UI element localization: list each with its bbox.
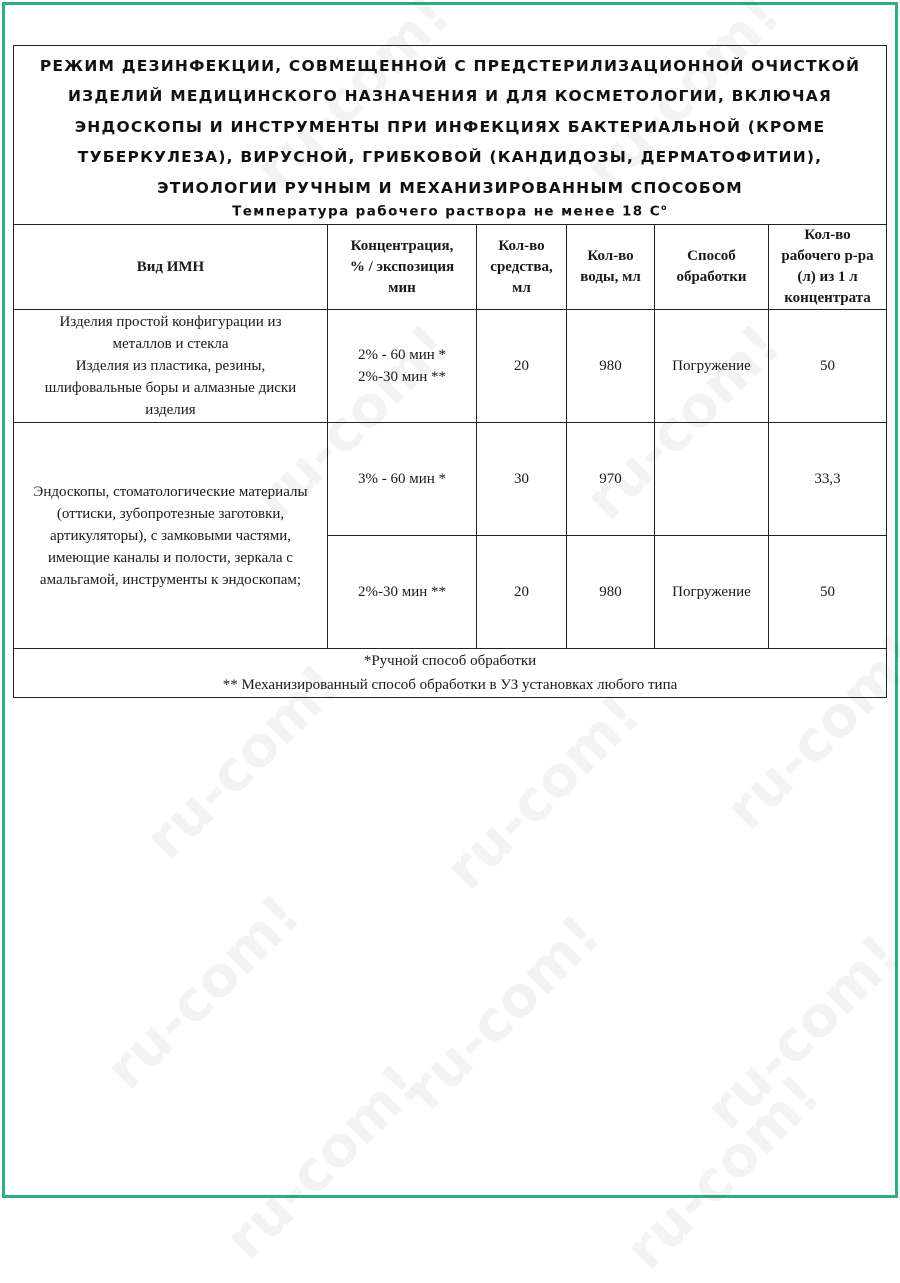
table-row	[14, 423, 887, 536]
header-water-amount: Кол-во воды, мл	[567, 225, 655, 310]
product-type-cell: Изделия простой конфигурации из металлов и стекла Изделия из пластика, резины, шлифовальные боры и алмазные диски изделия	[14, 310, 328, 423]
header-row	[14, 225, 887, 310]
title-line: ЭНДОСКОПЫ И ИНСТРУМЕНТЫ ПРИ ИНФЕКЦИЯХ БАКТЕРИАЛЬНОЙ (КРОМЕ	[74, 117, 826, 136]
solution-yield-cell: 33,3	[769, 423, 887, 536]
header-method: Способ обработки	[655, 225, 769, 310]
temperature-note: Температура рабочего раствора не менее 18 $С^о$	[232, 203, 668, 220]
solution-yield-cell: 50	[769, 536, 887, 649]
footnotes-cell	[14, 649, 887, 698]
table-row	[14, 310, 887, 423]
agent-amount-cell: 20	[477, 536, 567, 649]
method-cell: Погружение	[655, 310, 769, 423]
table-title-cell	[14, 46, 887, 225]
agent-amount-cell: 30	[477, 423, 567, 536]
footnote-manual: *Ручной способ обработки	[363, 653, 537, 669]
title-line: ИЗДЕЛИЙ МЕДИЦИНСКОГО НАЗНАЧЕНИЯ И ДЛЯ КОСМЕТОЛОГИИ, ВКЛЮЧАЯ	[68, 87, 833, 105]
title-line: РЕЖИМ ДЕЗИНФЕКЦИИ, СОВМЕЩЕННОЙ С ПРЕДСТЕРИЛИЗАЦИОННОЙ ОЧИСТКОЙ	[39, 56, 861, 75]
footnote-mechanized: ** Механизированный способ обработки в УЗ установках любого типа	[222, 677, 678, 693]
solution-yield-cell: 50	[769, 310, 887, 423]
product-type-cell: Эндоскопы, стоматологические материалы (оттиски, зубопротезные заготовки, артикуляторы), с замковыми частями, имеющие каналы и полости, зеркала с амальгамой, инструменты к эндоскопам;	[14, 423, 328, 649]
disinfection-table	[13, 45, 887, 698]
title-line: ТУБЕРКУЛЕЗА), ВИРУСНОЙ, ГРИБКОВОЙ (КАНДИДОЗЫ, ДЕРМАТОФИТИИ),	[77, 148, 823, 166]
concentration-cell: 3% - 60 мин *	[328, 423, 477, 536]
method-cell: Погружение	[655, 536, 769, 649]
header-concentration: Концентрация, % / экспозиция мин	[328, 225, 477, 310]
water-amount-cell: 980	[567, 310, 655, 423]
title-line: ЭТИОЛОГИИ РУЧНЫМ И МЕХАНИЗИРОВАННЫМ СПОСОБОМ	[157, 178, 743, 197]
header-solution-yield: Кол-во рабочего р-ра (л) из 1 л концентрата	[769, 225, 887, 310]
water-amount-cell: 980	[567, 536, 655, 649]
water-amount-cell: 970	[567, 423, 655, 536]
agent-amount-cell: 20	[477, 310, 567, 423]
concentration-cell: 2%-30 мин **	[328, 536, 477, 649]
header-product-type: Вид ИМН	[14, 225, 328, 310]
concentration-cell: 2% - 60 мин * 2%-30 мин **	[328, 310, 477, 423]
method-cell	[655, 423, 769, 536]
header-agent-amount: Кол-во средства, мл	[477, 225, 567, 310]
